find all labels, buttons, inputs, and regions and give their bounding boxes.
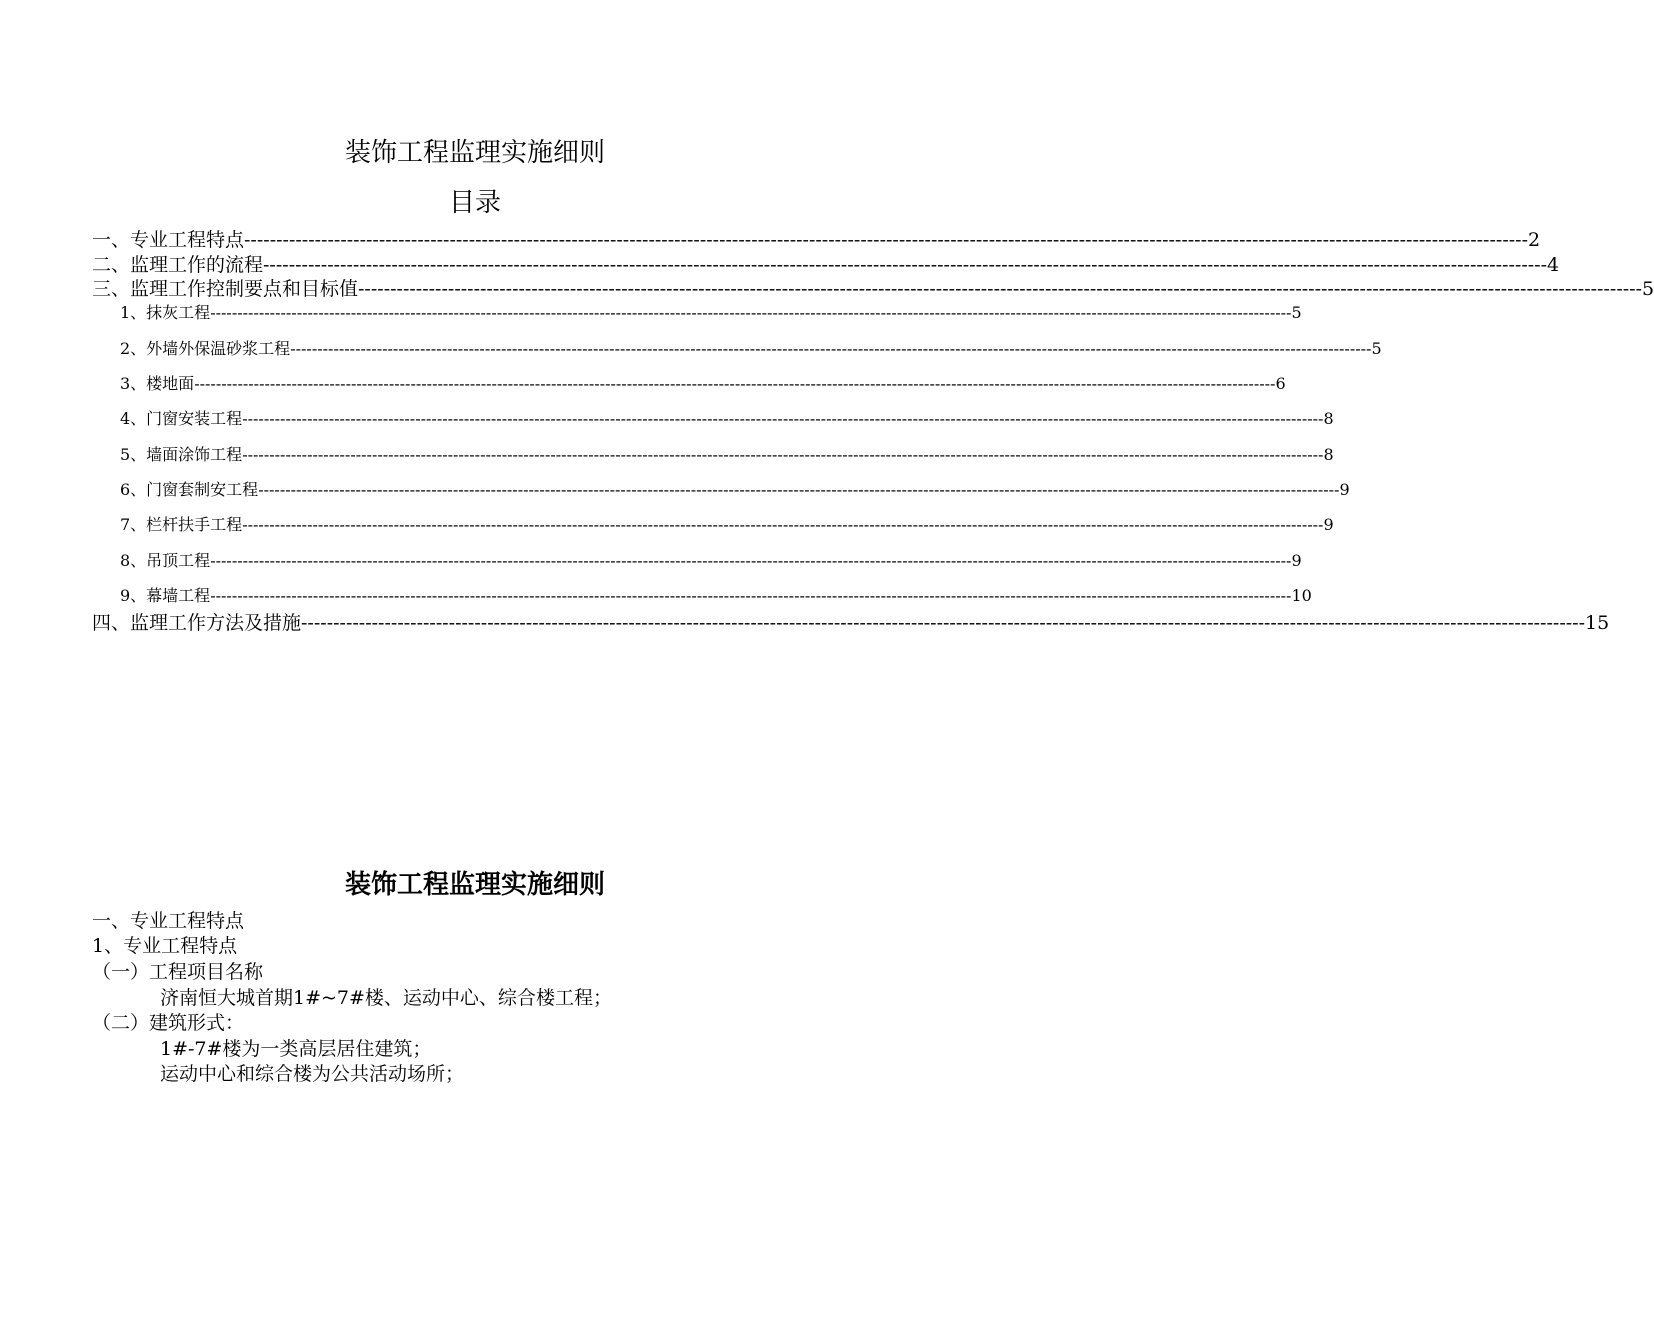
toc-heading: 目录 [448,188,501,218]
toc-entry[interactable] [120,477,1350,499]
toc-entry-label: 9、幕墙工程 [120,586,211,605]
toc-entry-label: 4、门窗安装工程 [120,409,243,428]
toc-entry[interactable] [120,300,1302,322]
item-text: 1#-7#楼为一类高层居住建筑； [160,1038,432,1060]
toc-entry-page: 5 [1291,303,1302,322]
item-text: 济南恒大城首期1#~7#楼、运动中心、综合楼工程； [160,987,612,1009]
toc-entry-page: 5 [1642,278,1654,300]
item-text: 运动中心和综合楼为公共活动场所； [160,1063,465,1085]
toc-leader: -------------------------------------------------------------------------------------------------------------------------------------------------------------------------------------------------------- [242,445,1324,464]
toc-entry[interactable] [120,512,1334,534]
section-title: 装饰工程监理实施细则 [344,870,605,900]
toc-leader: -------------------------------------------------------------------------------------------------------------------------------------------------------------------------------------------------------- [358,278,1642,300]
toc-entry-label: 二、监理工作的流程 [92,254,264,276]
toc-entry[interactable] [92,608,1610,634]
toc-leader: -------------------------------------------------------------------------------------------------------------------------------------------------------------------------------------------------------- [210,551,1292,570]
toc-entry-page: 4 [1547,254,1560,276]
toc-leader: -------------------------------------------------------------------------------------------------------------------------------------------------------------------------------------------------------- [242,515,1324,534]
item-heading: （一）工程项目名称 [92,961,264,983]
toc-entry-label: 2、外墙外保温砂浆工程 [120,339,291,358]
toc-leader: -------------------------------------------------------------------------------------------------------------------------------------------------------------------------------------------------------- [263,254,1547,276]
toc-entry-page: 9 [1323,515,1334,534]
toc-leader: -------------------------------------------------------------------------------------------------------------------------------------------------------------------------------------------------------- [194,374,1276,393]
toc-entry-label: 三、监理工作控制要点和目标值 [92,278,359,300]
toc-entry[interactable] [120,442,1334,464]
toc-entry[interactable] [92,274,1654,300]
doc-title: 装饰工程监理实施细则 [344,138,605,168]
toc-leader: -------------------------------------------------------------------------------------------------------------------------------------------------------------------------------------------------------- [301,612,1585,634]
toc-entry-page: 6 [1275,374,1286,393]
toc-entry-label: 8、吊顶工程 [120,551,211,570]
item-heading: （二）建筑形式： [92,1012,245,1034]
toc-entry[interactable] [120,583,1312,605]
toc-entry-page: 8 [1323,445,1334,464]
toc-entry-label: 7、栏杆扶手工程 [120,515,243,534]
toc-entry[interactable] [92,250,1560,276]
toc-entry[interactable] [120,406,1334,428]
toc-entry-label: 四、监理工作方法及措施 [92,612,302,634]
toc-entry-label: 1、抹灰工程 [120,303,211,322]
toc-leader: -------------------------------------------------------------------------------------------------------------------------------------------------------------------------------------------------------- [290,339,1372,358]
toc-entry-page: 9 [1339,480,1350,499]
toc-leader: -------------------------------------------------------------------------------------------------------------------------------------------------------------------------------------------------------- [244,229,1528,251]
toc-entry[interactable] [120,548,1302,570]
toc-entry-label: 6、门窗套制安工程 [120,480,259,499]
toc-leader: -------------------------------------------------------------------------------------------------------------------------------------------------------------------------------------------------------- [210,303,1292,322]
toc-entry-label: 一、专业工程特点 [92,229,245,251]
toc-entry[interactable] [120,336,1382,358]
toc-entry-page: 8 [1323,409,1334,428]
toc-entry[interactable] [92,225,1541,251]
toc-leader: -------------------------------------------------------------------------------------------------------------------------------------------------------------------------------------------------------- [242,409,1324,428]
toc-entry-label: 5、墙面涂饰工程 [120,445,243,464]
toc-entry-page: 10 [1291,586,1312,605]
toc-entry[interactable] [120,371,1286,393]
toc-entry-page: 15 [1585,612,1610,634]
section-heading: 一、专业工程特点 [92,910,245,932]
toc-entry-label: 3、楼地面 [120,374,195,393]
toc-entry-page: 9 [1291,551,1302,570]
toc-entry-page: 5 [1371,339,1382,358]
subsection-heading: 1、专业工程特点 [92,935,238,957]
toc-entry-page: 2 [1528,229,1541,251]
toc-leader: -------------------------------------------------------------------------------------------------------------------------------------------------------------------------------------------------------- [258,480,1340,499]
toc-leader: -------------------------------------------------------------------------------------------------------------------------------------------------------------------------------------------------------- [210,586,1292,605]
